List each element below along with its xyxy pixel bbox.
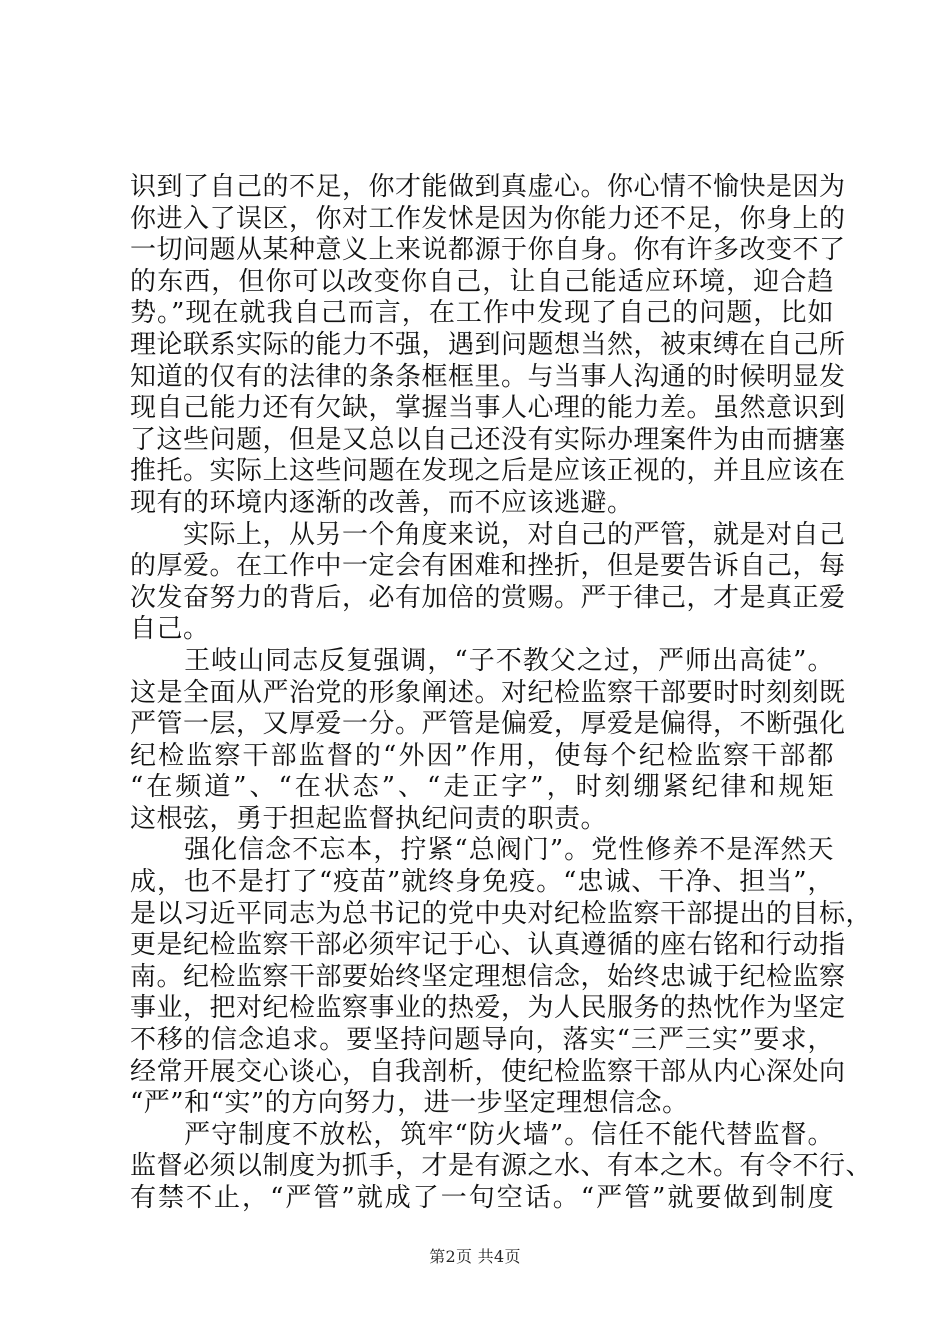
text-line: 识到了自己的不足，你才能做到真虚心。你心情不愉快是因为	[130, 172, 846, 202]
text-line: 你进入了误区，你对工作发怵是因为你能力还不足，你身上的	[130, 203, 846, 234]
text-line: 推托。实际上这些问题在发现之后是应该正视的，并且应该在	[130, 456, 846, 487]
text-line: 成，也不是打了“疫苗”就终身免疫。“忠诚、干净、担当”，	[130, 867, 834, 898]
text-line: 势。”现在就我自己而言，在工作中发现了自己的问题，比如	[130, 298, 834, 329]
paragraph	[130, 1119, 873, 1215]
text-line: 王岐山同志反复强调，“子不教父之过，严师出高徒”。	[130, 645, 834, 676]
text-line: 知道的仅有的法律的条条框框里。与当事人沟通的时候明显发	[130, 361, 846, 392]
text-line: 的厚爱。在工作中一定会有困难和挫折，但是要告诉自己，每	[130, 551, 846, 582]
text-line: 经常开展交心谈心，自我剖析，使纪检监察干部从内心深处向	[130, 1056, 846, 1087]
text-line: 这是全面从严治党的形象阐述。对纪检监察干部要时时刻刻既	[130, 677, 846, 708]
text-line: 实际上，从另一个角度来说，对自己的严管，就是对自己	[130, 519, 846, 550]
text-line: 南。纪检监察干部要始终坚定理想信念，始终忠诚于纪检监察	[130, 961, 846, 992]
text-line: 一切问题从某种意义上来说都源于你自身。你有许多改变不了	[130, 235, 846, 266]
text-line: 事业，把对纪检监察事业的热爱，为人民服务的热忱作为坚定	[130, 993, 846, 1024]
paragraph	[130, 172, 846, 520]
text-line: 了这些问题，但是又总以自己还没有实际办理案件为由而搪塞	[130, 424, 846, 455]
text-line: 强化信念不忘本，拧紧“总阀门”。党性修养不是浑然天	[130, 835, 834, 866]
text-line: 理论联系实际的能力不强，遇到问题想当然，被束缚在自己所	[130, 329, 846, 360]
text-line: 不移的信念追求。要坚持问题导向，落实“三严三实”要求，	[130, 1025, 834, 1056]
text-line: 自己。	[130, 614, 210, 645]
text-line: 纪检监察干部监督的“外因”作用，使每个纪检监察干部都	[130, 740, 834, 771]
text-line: 这根弦，勇于担起监督执纪问责的职责。	[130, 803, 608, 834]
page-number-footer: 第2页 共4页	[429, 1247, 521, 1266]
text-line: 现自己能力还有欠缺，掌握当事人心理的能力差。虽然意识到	[130, 393, 846, 424]
paragraph	[130, 519, 846, 646]
text-line: “严”和“实”的方向努力，进一步坚定理想信念。	[130, 1088, 689, 1119]
text-line: 监督必须以制度为抓手，才是有源之水、有本之木。有令不行、	[130, 1151, 873, 1182]
text-line: 是以习近平同志为总书记的党中央对纪检监察干部提出的目标，	[130, 898, 873, 929]
paragraph	[130, 645, 846, 836]
text-line: 的东西，但你可以改变你自己，让自己能适应环境，迎合趋	[130, 266, 834, 297]
text-line: 更是纪检监察干部必须牢记于心、认真遵循的座右铭和行动指	[130, 930, 846, 961]
text-line: 严管一层，又厚爱一分。严管是偏爱，厚爱是偏得，不断强化	[130, 709, 846, 740]
paragraph	[130, 835, 873, 1119]
text-line: 次发奋努力的背后，必有加倍的赏赐。严于律己，才是真正爱	[130, 582, 846, 613]
text-line: 现有的环境内逐渐的改善，而不应该逃避。	[130, 487, 634, 518]
text-line: 严守制度不放松，筑牢“防火墙”。信任不能代替监督。	[130, 1119, 834, 1150]
text-line: 有禁不止，“严管”就成了一句空话。“严管”就要做到制度	[130, 1183, 834, 1213]
document-body	[130, 172, 873, 1215]
text-line: “在频道”、“在状态”、“走正字”，时刻绷紧纪律和规矩	[130, 772, 834, 803]
